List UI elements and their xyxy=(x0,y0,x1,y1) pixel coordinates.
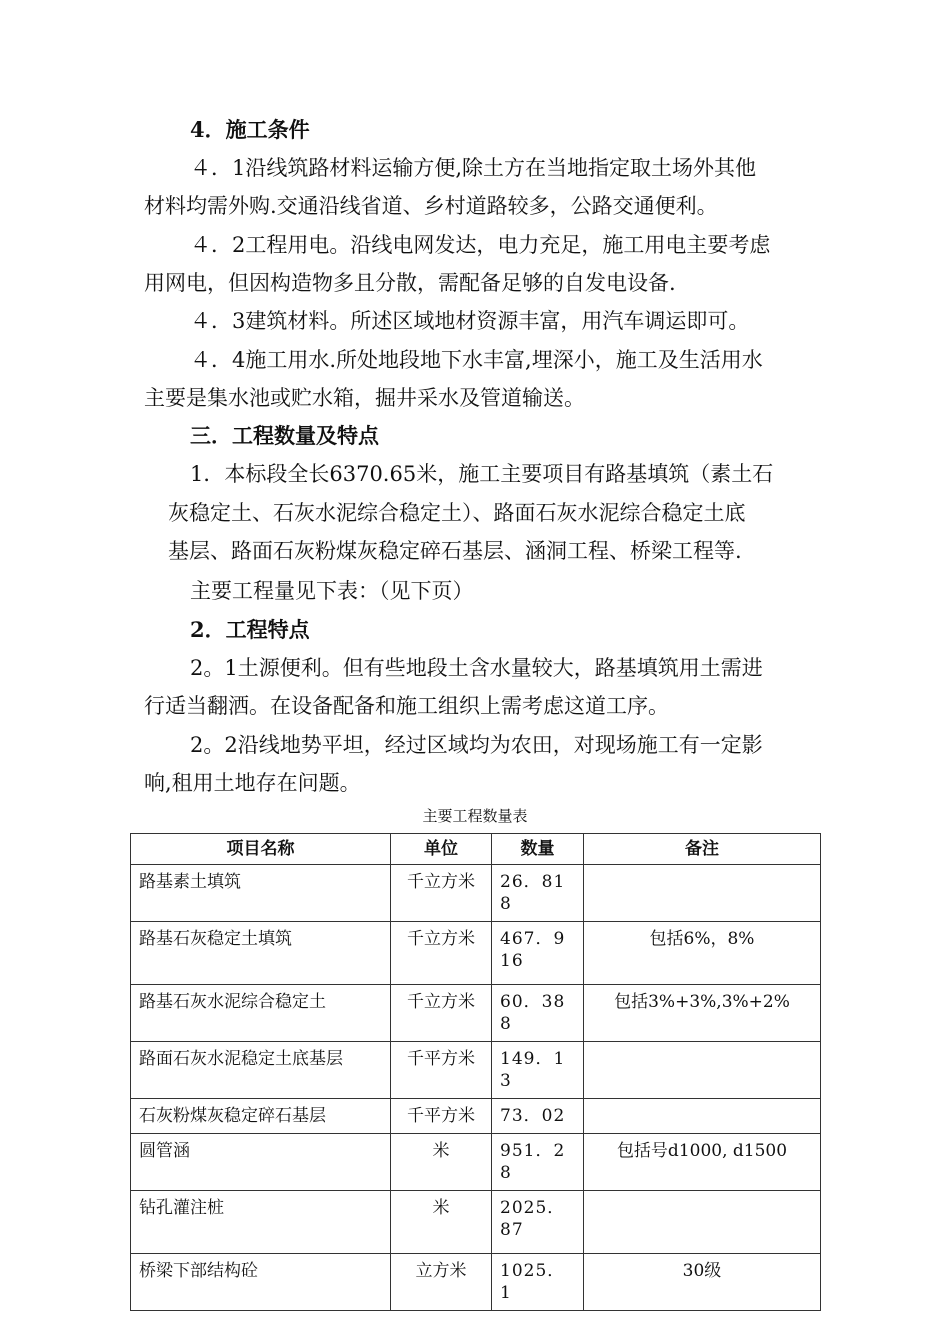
paragraph-line: 2。2沿线地势平坦，经过区域均为农田，对现场施工有一定影 xyxy=(190,733,763,757)
cell-unit: 千立方米 xyxy=(391,985,492,1042)
cell-quantity: 149．13 xyxy=(492,1042,584,1099)
subsection-heading-features: 2．工程特点 xyxy=(190,617,310,642)
cell-quantity: 467．916 xyxy=(492,922,584,985)
cell-unit: 米 xyxy=(391,1191,492,1254)
cell-quantity: 60．388 xyxy=(492,985,584,1042)
table-header-row xyxy=(131,834,821,865)
paragraph-line: 2。1土源便利。但有些地段土含水量较大，路基填筑用土需进 xyxy=(190,656,763,680)
cell-item: 桥梁下部结构砼 xyxy=(131,1254,391,1311)
header-unit: 单位 xyxy=(391,834,492,865)
paragraph-line: ４．2工程用电。沿线电网发达，电力充足，施工用电主要考虑 xyxy=(190,233,771,257)
paragraph-line: 材料均需外购.交通沿线省道、乡村道路较多，公路交通便利。 xyxy=(144,194,718,218)
cell-remarks xyxy=(584,1042,821,1099)
cell-quantity: 2025．87 xyxy=(492,1191,584,1254)
header-remarks: 备注 xyxy=(584,834,821,865)
cell-item: 石灰粉煤灰稳定碎石基层 xyxy=(131,1099,391,1134)
quantities-table xyxy=(130,833,821,1311)
cell-quantity: 951．28 xyxy=(492,1134,584,1191)
cell-item: 路基石灰水泥综合稳定土 xyxy=(131,985,391,1042)
cell-remarks: 包括3%+3%,3%+2% xyxy=(584,985,821,1042)
cell-quantity: 26．818 xyxy=(492,865,584,922)
section-heading-quantities: 三．工程数量及特点 xyxy=(190,423,379,448)
paragraph-line: 用网电，但因构造物多且分散，需配备足够的自发电设备. xyxy=(144,271,676,295)
table-row xyxy=(131,1099,821,1134)
cell-unit: 立方米 xyxy=(391,1254,492,1311)
cell-item: 路基石灰稳定土填筑 xyxy=(131,922,391,985)
header-quantity: 数量 xyxy=(492,834,584,865)
paragraph-line: 灰稳定土、石灰水泥综合稳定土）、路面石灰水泥综合稳定土底 xyxy=(168,501,746,525)
table-row xyxy=(131,1254,821,1311)
paragraph-line: ４．1沿线筑路材料运输方便,除土方在当地指定取土场外其他 xyxy=(190,156,757,180)
paragraph-line: 基层、路面石灰粉煤灰稳定碎石基层、涵洞工程、桥梁工程等. xyxy=(168,539,742,563)
table-row xyxy=(131,922,821,985)
table-row xyxy=(131,1042,821,1099)
paragraph-line: 主要是集水池或贮水箱，掘井采水及管道输送。 xyxy=(144,386,585,410)
cell-remarks: 包括号d1000, d1500 xyxy=(584,1134,821,1191)
header-item-name: 项目名称 xyxy=(131,834,391,865)
cell-unit: 千立方米 xyxy=(391,865,492,922)
cell-unit: 千平方米 xyxy=(391,1099,492,1134)
cell-unit: 千平方米 xyxy=(391,1042,492,1099)
cell-remarks xyxy=(584,1191,821,1254)
table-caption: 主要工程数量表 xyxy=(422,807,528,825)
table-row xyxy=(131,1191,821,1254)
paragraph-line: ４．4施工用水.所处地段地下水丰富,埋深小，施工及生活用水 xyxy=(190,348,763,372)
cell-quantity: 73．02 xyxy=(492,1099,584,1134)
cell-item: 圆管涵 xyxy=(131,1134,391,1191)
cell-unit: 米 xyxy=(391,1134,492,1191)
cell-remarks xyxy=(584,865,821,922)
cell-remarks xyxy=(584,1099,821,1134)
paragraph-line: 响,租用土地存在问题。 xyxy=(144,771,361,795)
cell-item: 路面石灰水泥稳定土底基层 xyxy=(131,1042,391,1099)
paragraph-line: 主要工程量见下表：（见下页） xyxy=(190,579,474,603)
table-row xyxy=(131,1134,821,1191)
cell-quantity: 1025．1 xyxy=(492,1254,584,1311)
paragraph-line: 行适当翻洒。在设备配备和施工组织上需考虑这道工序。 xyxy=(144,694,669,718)
cell-item: 路基素土填筑 xyxy=(131,865,391,922)
section-heading-construction-conditions: 4．施工条件 xyxy=(190,117,310,142)
cell-remarks: 30级 xyxy=(584,1254,821,1311)
paragraph-line: 1．本标段全长6370.65米，施工主要项目有路基填筑（素土石 xyxy=(190,462,774,486)
paragraph-line: ４．3建筑材料。所述区域地材资源丰富，用汽车调运即可。 xyxy=(190,309,750,333)
table-row xyxy=(131,865,821,922)
cell-unit: 千立方米 xyxy=(391,922,492,985)
cell-remarks: 包括6%，8% xyxy=(584,922,821,985)
cell-item: 钻孔灌注桩 xyxy=(131,1191,391,1254)
table-row xyxy=(131,985,821,1042)
